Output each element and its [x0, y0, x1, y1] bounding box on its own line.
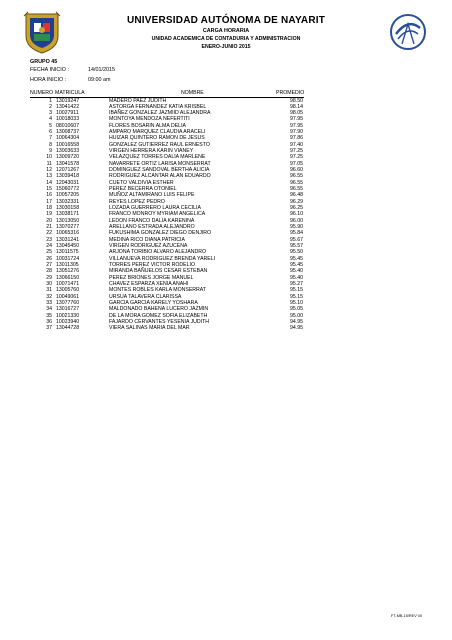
row-nombre: HUIZAR QUINTERO RAMON DE JESUS	[109, 135, 205, 142]
row-number: 4	[49, 116, 52, 123]
row-matricula: 10021330	[56, 312, 80, 319]
period: ENERO-JUNIO 2015	[201, 44, 251, 50]
row-nombre: VIRGEN HERRERA KARIN VIANEY	[109, 148, 194, 155]
row-number: 34	[46, 306, 52, 313]
row-promedio: 95.67	[290, 236, 303, 243]
table-row	[30, 325, 304, 331]
row-matricula: 10027911	[56, 110, 79, 117]
row-matricula: 13077760	[56, 300, 80, 306]
row-number: 26	[46, 255, 52, 262]
row-matricula: 15060772	[56, 186, 80, 193]
row-number: 21	[46, 224, 52, 231]
start-date-value: 14/01/2015	[88, 67, 115, 73]
academic-unit-logo-icon	[388, 12, 428, 52]
row-nombre: MONTES ROBLES KARLA MONSERRAT	[109, 287, 207, 294]
row-nombre: PEREZ BECERRA OTONIEL	[109, 186, 177, 193]
row-promedio: 94.95	[290, 325, 303, 332]
column-header-matricula: MATRICULA	[55, 90, 85, 96]
row-number: 3	[49, 110, 52, 117]
row-nombre: ARELLANO ESTRADA ALEJANDRO	[109, 224, 195, 231]
row-promedio: 95.45	[290, 255, 303, 262]
row-matricula: 13009720	[56, 154, 80, 161]
row-promedio: 98.50	[290, 97, 303, 104]
row-promedio: 97.25	[290, 148, 303, 155]
row-number: 13	[46, 173, 52, 180]
row-promedio: 95.10	[290, 300, 303, 306]
row-matricula: 10064304	[56, 135, 80, 142]
row-number: 23	[46, 236, 52, 243]
row-matricula: 13032331	[56, 198, 80, 205]
start-date	[30, 67, 115, 73]
row-matricula: 13031241	[56, 236, 80, 243]
row-matricula: 12043031	[56, 179, 80, 186]
row-matricula: 10018033	[56, 116, 80, 123]
row-number: 1	[49, 97, 52, 104]
row-nombre: MEDINA RICO DIANA PATRICIA	[109, 236, 185, 243]
row-nombre: MONTOYA MENDOZA NEFERTITI	[109, 116, 190, 123]
row-promedio: 95.00	[290, 312, 303, 319]
row-number: 10	[46, 154, 52, 161]
row-promedio: 96.55	[290, 179, 303, 186]
row-matricula: 10031724	[56, 255, 80, 262]
row-number: 12	[46, 167, 52, 174]
row-promedio: 95.84	[290, 230, 303, 237]
start-time-label: HORA INICIO :	[30, 77, 67, 83]
row-number: 30	[46, 281, 52, 288]
row-matricula: 13011305	[56, 262, 79, 269]
row-promedio: 97.05	[290, 160, 303, 167]
row-number: 11	[46, 160, 52, 167]
row-matricula: 10023940	[56, 318, 80, 325]
row-matricula: 13019247	[56, 97, 80, 104]
row-promedio: 95.40	[290, 268, 303, 275]
column-header-promedio: PROMEDIO	[276, 90, 305, 96]
row-nombre: FLORES BOSARIN ALMA DELIA	[109, 122, 186, 129]
row-promedio: 96.60	[290, 167, 303, 174]
row-nombre: VILLANUEVA RODRIGUEZ BRENDA YARELI	[109, 255, 216, 262]
row-matricula: 13041422	[56, 103, 80, 110]
row-matricula: 12071267	[56, 167, 80, 174]
row-number: 35	[46, 312, 52, 319]
row-number: 20	[46, 217, 52, 224]
row-promedio: 96.55	[290, 173, 303, 180]
row-nombre: FAJARDO CERVANTES YESENIA JUDITH	[109, 318, 210, 325]
row-number: 9	[49, 148, 52, 155]
row-number: 5	[49, 122, 52, 129]
row-promedio: 96.55	[290, 186, 303, 193]
row-matricula: 13045450	[56, 243, 80, 250]
row-matricula: 10065316	[56, 230, 80, 237]
row-promedio: 97.95	[290, 116, 303, 123]
row-number: 29	[46, 274, 52, 281]
row-promedio: 95.45	[290, 262, 303, 269]
row-nombre: LEDON FRANCO DALIA KARENINA	[109, 217, 195, 224]
university-crest-icon	[22, 10, 62, 55]
start-time	[30, 77, 111, 83]
row-promedio: 95.15	[290, 293, 303, 300]
row-promedio: 97.40	[290, 141, 303, 148]
row-promedio: 95.57	[290, 243, 303, 250]
row-matricula: 13008737	[56, 129, 80, 136]
row-nombre: LOZADA GUERRERO LAURA CECILIA	[109, 205, 201, 212]
row-number: 14	[46, 179, 52, 186]
document-subtitle: CARGA HORARIA	[202, 28, 250, 34]
row-promedio: 96.10	[290, 211, 303, 218]
row-number: 31	[46, 287, 52, 294]
row-promedio: 96.00	[290, 217, 303, 224]
row-nombre: IBAÑEZ GONZALEZ JAZMIID ALEJANDRA	[109, 110, 211, 117]
row-matricula: 13070277	[56, 224, 80, 231]
row-promedio: 96.29	[290, 198, 303, 205]
academic-unit: UNIDAD ACADEMICA DE CONTADURIA Y ADMINISTRACION	[151, 36, 301, 42]
row-promedio: 98.05	[290, 110, 303, 117]
row-promedio: 96.25	[290, 205, 303, 212]
row-nombre: URSUA TALAVERA CLARISSA	[109, 293, 182, 300]
start-date-label: FECHA INICIO :	[30, 67, 69, 73]
row-matricula: 13003633	[56, 148, 80, 155]
row-matricula: 08010607	[56, 122, 80, 129]
university-title: UNIVERSIDAD AUTÓNOMA DE NAYARIT	[126, 15, 326, 26]
row-nombre: MUÑOZ ALTAMIRANO LUIS FELIPE	[109, 192, 195, 199]
row-promedio: 96.48	[290, 192, 303, 199]
row-nombre: GARCIA GARCIA KARELY YOSHARA	[109, 300, 198, 306]
row-promedio: 97.25	[290, 154, 303, 161]
row-number: 18	[46, 205, 52, 212]
row-matricula: 10071471	[56, 281, 80, 288]
row-promedio: 97.86	[290, 135, 303, 142]
row-number: 2	[49, 103, 52, 110]
row-number: 33	[46, 300, 52, 306]
row-nombre: VIRGEN RODRIGUEZ AZUCENA	[109, 243, 188, 250]
column-header-nombre: NOMBRE	[181, 90, 204, 96]
row-matricula: 13041578	[56, 160, 80, 167]
row-matricula: 13039418	[56, 173, 80, 180]
group-label: GRUPO 45	[30, 59, 58, 65]
row-nombre: NAVARRETE ORTIZ LARISA MONSERRAT	[109, 160, 211, 167]
row-promedio: 98.14	[290, 103, 303, 110]
row-matricula: 13013050	[56, 217, 80, 224]
row-number: 19	[46, 211, 52, 218]
row-matricula: 13051276	[56, 268, 80, 275]
row-nombre: FRANCO MONROY MYRIAM ANGELICA	[109, 211, 206, 218]
row-nombre: REYES LOPEZ PEDRO	[109, 198, 165, 205]
start-time-value: 09:00 am	[88, 77, 111, 83]
students-table	[30, 90, 304, 332]
row-number: 6	[49, 129, 52, 136]
row-promedio: 95.90	[290, 224, 303, 231]
row-nombre: AMPARO MARQUEZ CLAUDIA ARACELI	[109, 129, 206, 136]
row-promedio: 95.05	[290, 306, 303, 313]
row-promedio: 95.40	[290, 274, 303, 281]
row-nombre: DE LA MORA GOMEZ SOFIA ELIZABETH	[109, 312, 208, 319]
row-matricula: 10016558	[56, 141, 80, 148]
row-number: 15	[46, 186, 52, 193]
row-number: 16	[46, 192, 52, 199]
row-nombre: ASTORGA FERNANDEZ KATIA KRISBEL	[109, 103, 207, 110]
row-nombre: GONZALEZ GUTIERREZ RAUL ERNESTO	[109, 141, 210, 148]
row-nombre: ARJONA TORIBIO ALVARO ALEJANDRO	[109, 249, 207, 256]
row-promedio: 95.50	[290, 249, 303, 256]
row-nombre: RODRIGUEZ ALCANTAR ALAN EDUARDO	[109, 173, 211, 180]
table-header	[30, 90, 304, 98]
row-promedio: 97.90	[290, 129, 303, 136]
row-matricula: 13066150	[56, 274, 80, 281]
row-promedio: 95.15	[290, 287, 303, 294]
row-nombre: CUETO VALDIVIA ESTHER	[109, 179, 174, 186]
row-matricula: 13030158	[56, 205, 80, 212]
row-matricula: 13005760	[56, 287, 80, 294]
row-promedio: 97.95	[290, 122, 303, 129]
row-number: 27	[46, 262, 52, 269]
row-nombre: MADERO PAEZ JUDITH	[109, 97, 167, 104]
row-number: 8	[49, 141, 52, 148]
row-matricula: 13044728	[56, 325, 80, 332]
row-promedio: 95.27	[290, 281, 303, 288]
form-code: FT-MB-15/REV 00	[391, 614, 423, 618]
row-number: 7	[49, 135, 52, 142]
row-number: 25	[46, 249, 52, 256]
table-body	[30, 98, 304, 332]
row-number: 17	[46, 198, 52, 205]
row-nombre: MALDONADO BAHENA LUCERO JAZMIN	[109, 306, 209, 313]
row-nombre: TORRES PEREZ VICTOR RODELIO	[109, 262, 195, 269]
column-header-numero: NUMERO	[30, 90, 54, 96]
row-number: 36	[46, 318, 52, 325]
row-number: 28	[46, 268, 52, 275]
row-nombre: CHAVEZ ESPARZA XENIA ANAHI	[109, 281, 189, 288]
row-nombre: PEREZ BRIONES JORGE MANUEL	[109, 274, 194, 281]
row-matricula: 13038171	[56, 211, 80, 218]
row-number: 22	[46, 230, 52, 237]
row-nombre: DOMINGUEZ SANDOVAL BERTHA ALICIA	[109, 167, 210, 174]
row-promedio: 94.95	[290, 318, 303, 325]
row-nombre: MIRANDA BAÑUELOS CESAR ESTEBAN	[109, 268, 208, 275]
row-matricula: 13011575	[56, 249, 79, 256]
row-number: 24	[46, 243, 52, 250]
row-number: 37	[46, 325, 52, 332]
row-matricula: 10049061	[56, 293, 80, 300]
row-matricula: 10057205	[56, 192, 80, 199]
row-number: 32	[46, 293, 52, 300]
row-nombre: VELAZQUEZ TORRES DALIA MARLENE	[109, 154, 206, 161]
row-nombre: VIERA SALINAS MARIA DEL MAR	[109, 325, 190, 332]
row-matricula: 13016727	[56, 306, 80, 313]
row-nombre: FUKUSHIMA GONZALEZ DIEGO DENJIRO	[109, 230, 212, 237]
